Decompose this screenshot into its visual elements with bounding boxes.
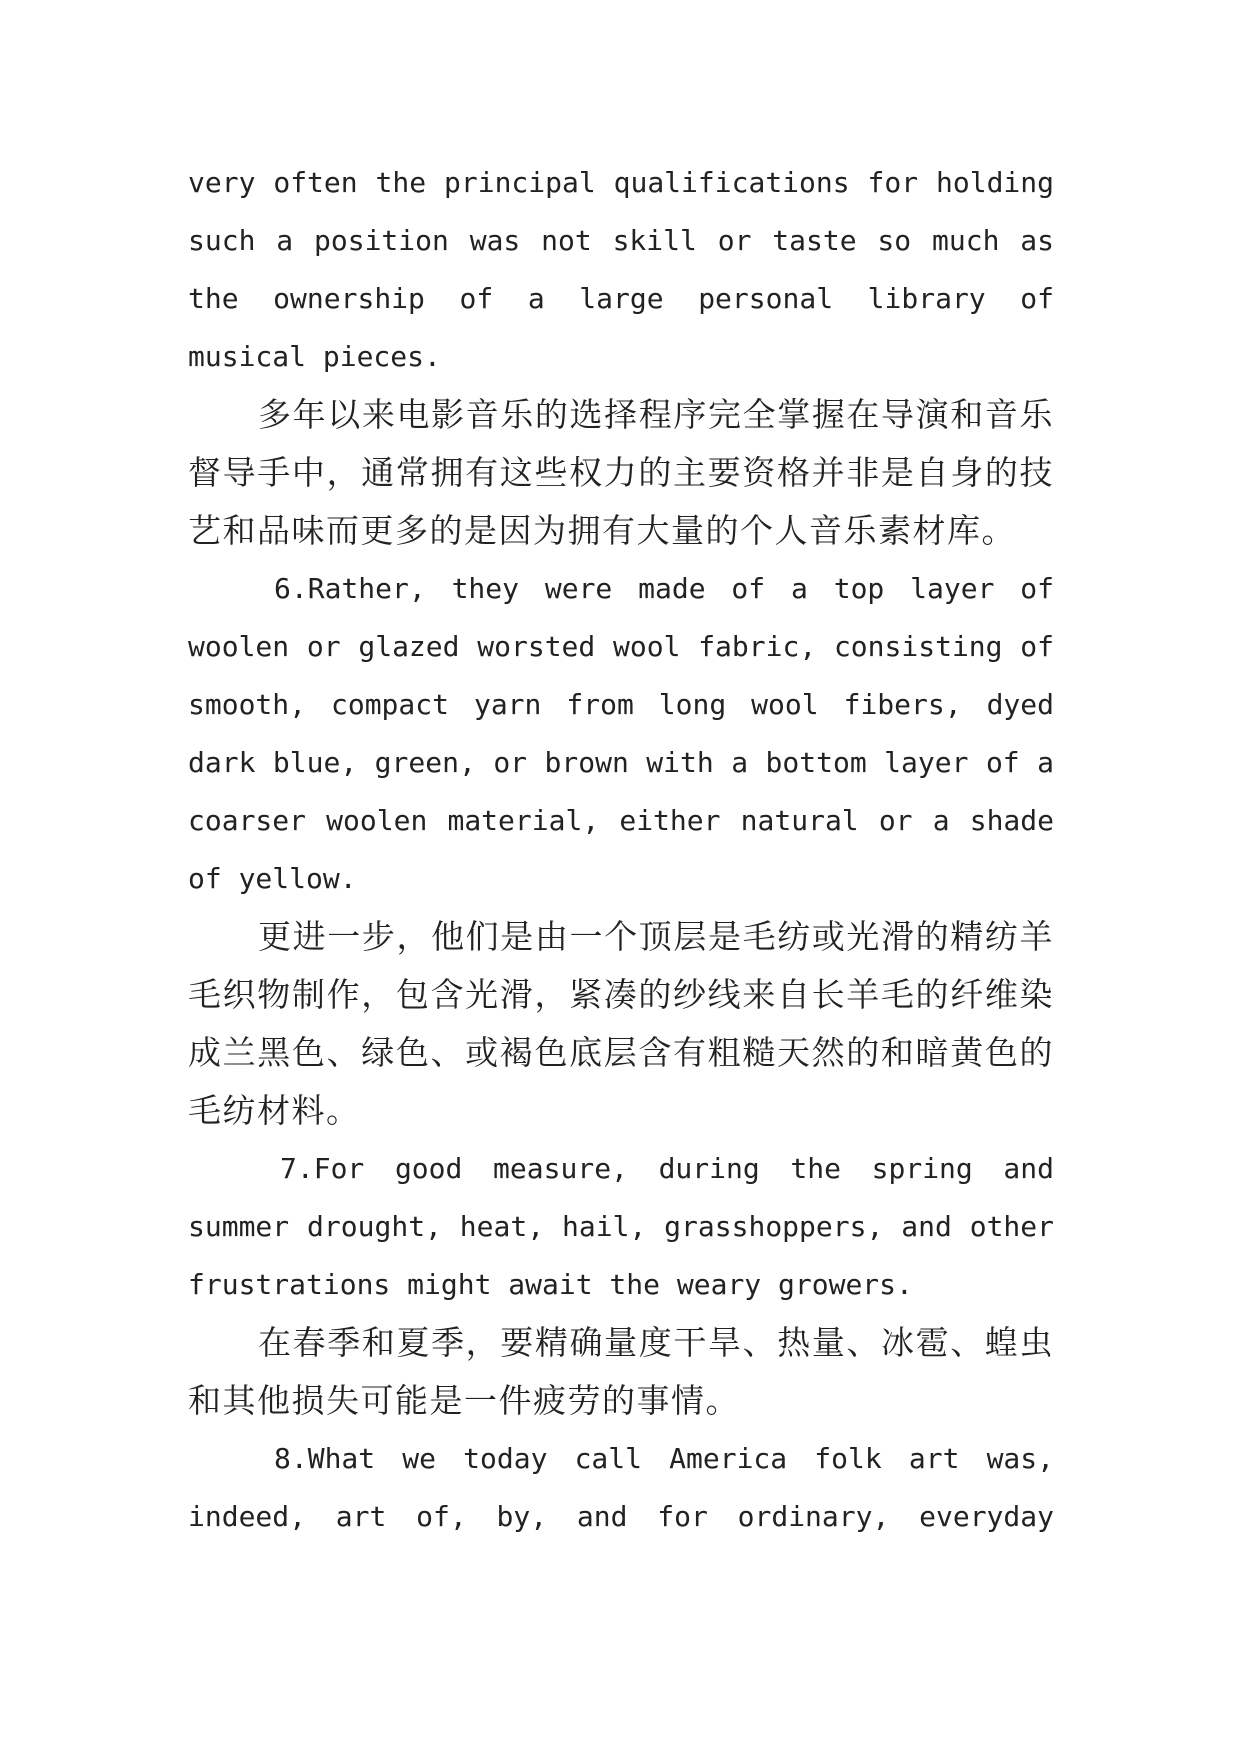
paragraph-en-4: 8.What we today call America folk art was, indeed, art of, by, and for ordinary, everyday — [188, 1442, 1054, 1533]
paragraph-en-2: 6.Rather, they were made of a top layer of woolen or glazed worsted wool fabric, consisting of smooth, compact yarn from long wool fibers, dyed dark blue, green, or brown with a bottom layer of a coarser woolen material, either natural or a shade of yellow. — [188, 572, 1054, 895]
paragraph-zh-2: 更进一步，他们是由一个顶层是毛纺或光滑的精纺羊毛织物制作，包含光滑，紧凑的纱线来自长羊毛的纤维染成兰黑色、绿色、或褐色底层含有粗糙天然的和暗黄色的毛纺材料。 — [188, 917, 1054, 1130]
paragraph-zh-3: 在春季和夏季，要精确量度干旱、热量、冰雹、蝗虫和其他损失可能是一件疲劳的事情。 — [188, 1323, 1054, 1420]
document-page — [188, 154, 1054, 1546]
paragraph-zh-1: 多年以来电影音乐的选择程序完全掌握在导演和音乐督导手中，通常拥有这些权力的主要资格并非是自身的技艺和品味而更多的是因为拥有大量的个人音乐素材库。 — [188, 395, 1054, 550]
paragraph-en-1: very often the principal qualifications for holding such a position was not skill or taste so much as the ownership of a large personal library of musical pieces. — [188, 166, 1054, 373]
paragraph-en-3: 7.For good measure, during the spring and summer drought, heat, hail, grasshoppers, and other frustrations might await the weary growers. — [188, 1152, 1054, 1301]
